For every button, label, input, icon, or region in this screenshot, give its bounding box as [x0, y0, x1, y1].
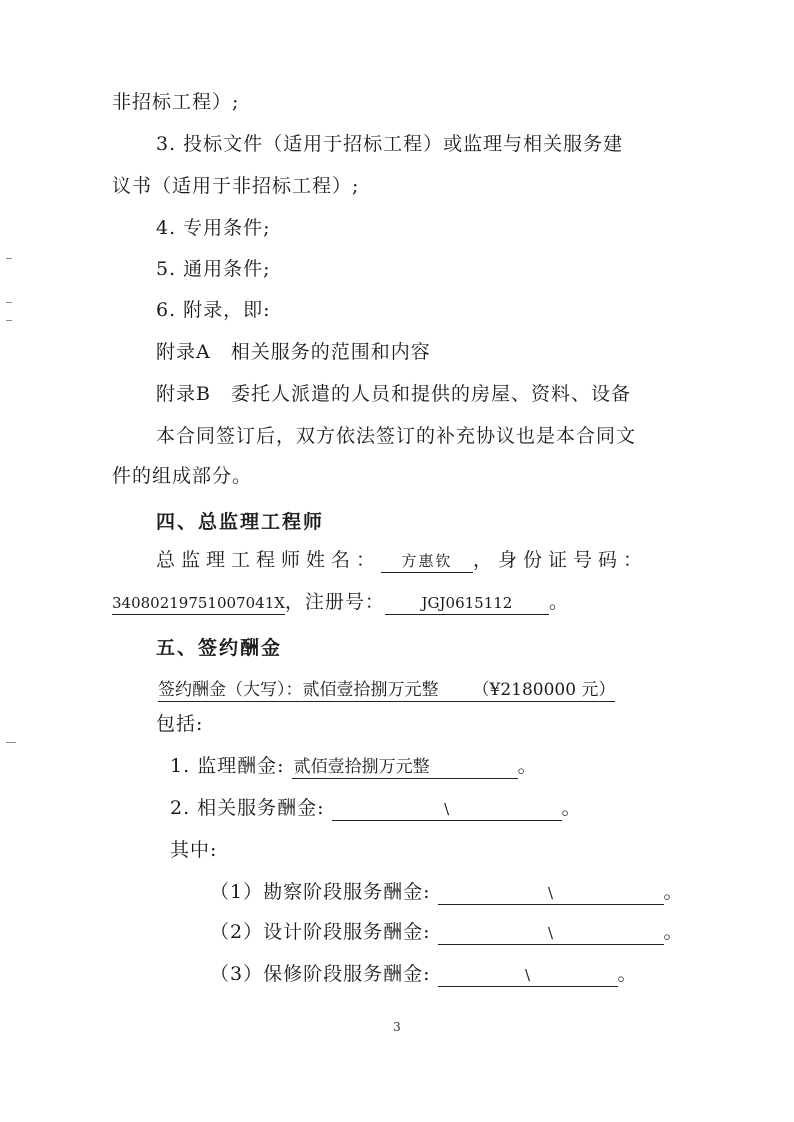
item1-value: 贰佰壹拾捌万元整 [292, 756, 518, 779]
sub1-label: （1）勘察阶段服务酬金: [210, 881, 431, 903]
reg-end: 。 [548, 591, 569, 613]
text-line: 本合同签订后，双方依法签订的补充协议也是本合同文 [156, 425, 637, 447]
text-line: 3. 投标文件（适用于招标工程）或监理与相关服务建 [156, 133, 624, 155]
text-line: 件的组成部分。 [112, 465, 253, 487]
sub2-value: \ [438, 922, 664, 945]
sub3-end: 。 [617, 963, 638, 985]
text-line: 附录B 委托人派遣的人员和提供的房屋、资料、设备 [156, 383, 631, 405]
sub-fee-2 [210, 920, 684, 945]
item1-label: 1. 监理酬金: [170, 755, 285, 777]
text-line: 5. 通用条件; [156, 258, 271, 280]
scan-mark [6, 320, 12, 321]
fee-label: 签约酬金（大写）： [158, 680, 303, 700]
scan-mark [6, 258, 12, 259]
scan-mark [6, 742, 16, 743]
id-reg-line [112, 590, 569, 615]
item2-label: 2. 相关服务酬金: [170, 797, 325, 819]
fee-value: 贰佰壹拾捌万元整 [302, 680, 439, 700]
item1-end: 。 [517, 755, 538, 777]
including-label: 包括: [156, 713, 204, 735]
text-line: 议书（适用于非招标工程）; [112, 175, 360, 197]
sub-fee-1 [210, 880, 684, 905]
sub2-end: 。 [663, 921, 684, 943]
text-line: 附录A 相关服务的范围和内容 [156, 341, 431, 363]
fee-item-2 [170, 796, 582, 821]
scan-mark [6, 302, 12, 303]
item2-end: 。 [561, 797, 582, 819]
fee-line [158, 677, 615, 702]
name-label: 总监理工程师姓名： [156, 549, 382, 571]
text-line: 非招标工程）; [112, 91, 240, 113]
item2-value: \ [332, 798, 562, 821]
text-line: 4. 专用条件; [156, 217, 271, 239]
fee-item-1 [170, 754, 538, 779]
fee-underlined [158, 678, 615, 702]
id-label: ，身份证号码： [473, 549, 649, 571]
sub2-label: （2）设计阶段服务酬金: [210, 921, 431, 943]
sub1-value: \ [438, 882, 664, 905]
section-heading: 四、总监理工程师 [156, 511, 325, 533]
sub3-label: （3）保修阶段服务酬金: [210, 963, 431, 985]
text-line: 6. 附录，即: [156, 299, 271, 321]
sub-fee-3 [210, 962, 638, 987]
page-number: 3 [393, 1020, 401, 1034]
id-value: 34080219751007041X [112, 592, 285, 615]
among-label: 其中: [170, 839, 218, 861]
sub1-end: 。 [663, 881, 684, 903]
reg-label: ，注册号： [284, 591, 385, 613]
chief-engineer-line [156, 548, 648, 573]
section-heading: 五、签约酬金 [156, 637, 283, 659]
reg-value: JGJ0615112 [385, 592, 549, 615]
name-value: 方惠钦 [381, 550, 473, 573]
fee-number: （¥2180000 元） [472, 680, 616, 700]
sub3-value: \ [438, 964, 618, 987]
